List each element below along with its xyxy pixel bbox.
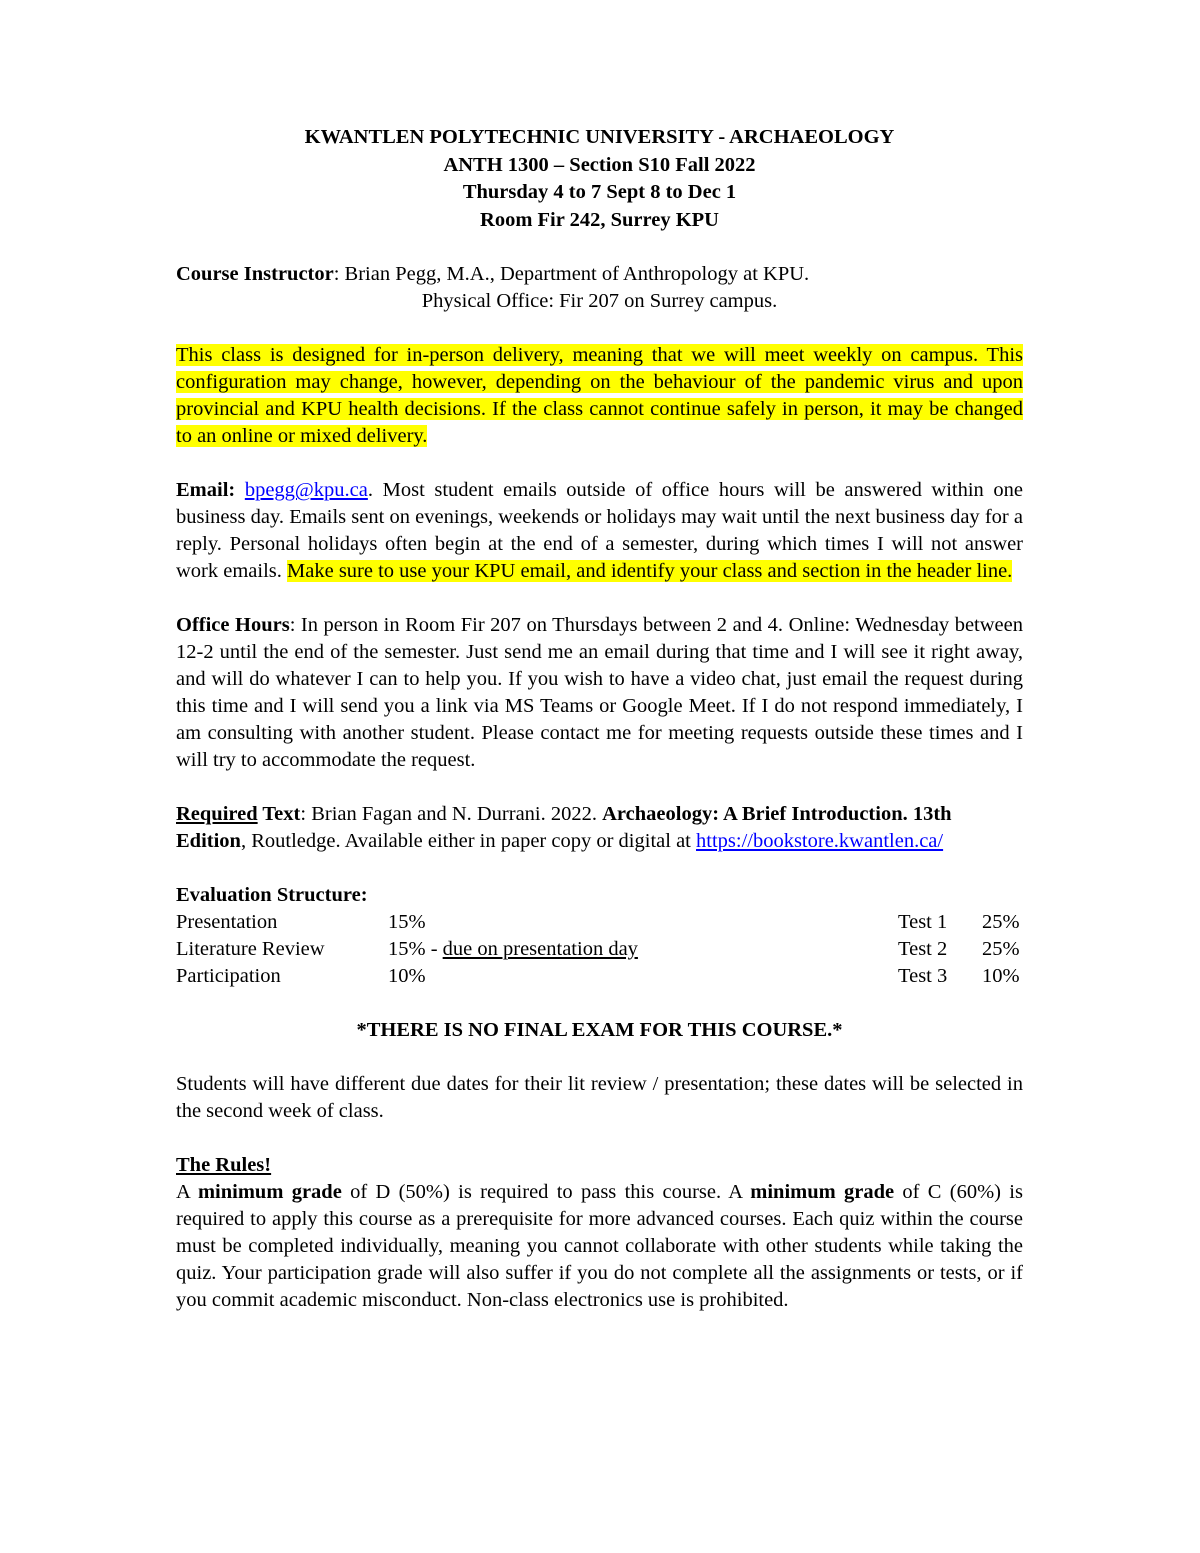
evaluation-heading bbox=[176, 882, 1023, 909]
rules-heading bbox=[176, 1152, 1023, 1179]
eval-test: Test 3 bbox=[898, 965, 948, 987]
evaluation-row bbox=[176, 963, 1023, 990]
eval-test-weight: 25% bbox=[982, 938, 1020, 960]
no-final-text: *THERE IS NO FINAL EXAM FOR THIS COURSE.* bbox=[356, 1019, 843, 1041]
required-text-publisher: , Routledge. Available either in paper copy or digital at bbox=[240, 830, 696, 852]
required-text-paragraph bbox=[176, 801, 1023, 855]
eval-weight bbox=[388, 936, 638, 963]
rules-text: of D (50%) is required to pass this course. A bbox=[341, 1181, 751, 1203]
eval-test: Test 2 bbox=[898, 938, 948, 960]
no-final-notice bbox=[176, 1017, 1023, 1044]
eval-note: due on presentation day bbox=[442, 938, 638, 960]
eval-weight bbox=[388, 909, 426, 936]
instructor-text: : Brian Pegg, M.A., Department of Anthropology at KPU. bbox=[333, 263, 810, 285]
required-text-label: Text bbox=[257, 803, 301, 825]
required-text-authors: : Brian Fagan and N. Durrani. 2022. bbox=[300, 803, 603, 825]
office-hours-text: : In person in Room Fir 207 on Thursdays between 2 and 4. Online: Wednesday between 12-2 until the end of the semester. Just send me an email during that time and I will see it right away, and will do whatever I can to help you. If you wish to have a video chat, just email the request during this time and I will send you a link via MS Teams or Google Meet. If I do not respond immediately, I am consulting with another student. Please contact me for meeting requests outside these times and I will try to accommodate the request. bbox=[176, 614, 1023, 771]
evaluation-heading-text: Evaluation Structure: bbox=[176, 884, 368, 906]
eval-item: Presentation bbox=[176, 911, 278, 933]
evaluation-table bbox=[176, 909, 1023, 990]
eval-test-weight: 25% bbox=[982, 911, 1020, 933]
header-room: Room Fir 242, Surrey KPU bbox=[480, 208, 719, 231]
email-text: . Most student emails outside of office hours will be answered within one business day. Emails sent on evenings, weekends or holidays may wait until the next business day for a reply. Personal holidays often begin at the end of a semester, during which times I will not answer work emails. bbox=[176, 479, 1024, 582]
page-content bbox=[176, 124, 1023, 1314]
eval-weight bbox=[388, 963, 426, 990]
evaluation-row bbox=[176, 936, 1023, 963]
due-dates-paragraph: Students will have different due dates for their lit review / presentation; these dates will be selected in the second week of class. bbox=[176, 1073, 1023, 1122]
rules-bold: minimum grade bbox=[197, 1181, 342, 1203]
instructor-office: Physical Office: Fir 207 on Surrey campus. bbox=[421, 290, 778, 312]
header-course: ANTH 1300 – Section S10 Fall 2022 bbox=[443, 153, 756, 176]
email-label: Email: bbox=[176, 479, 236, 501]
book-title: Archaeology: A Brief Introduction. 13th Edition bbox=[176, 803, 952, 852]
instructor-line bbox=[176, 261, 1023, 288]
header-university: KWANTLEN POLYTECHNIC UNIVERSITY - ARCHAEOLOGY bbox=[304, 126, 895, 148]
email-link[interactable]: bpegg@kpu.ca bbox=[244, 479, 368, 501]
bookstore-link[interactable]: https://bookstore.kwantlen.ca/ bbox=[696, 830, 944, 852]
office-hours-label: Office Hours bbox=[176, 614, 290, 636]
header-schedule: Thursday 4 to 7 Sept 8 to Dec 1 bbox=[462, 181, 737, 203]
rules-paragraph bbox=[176, 1179, 1023, 1314]
required-label: Required bbox=[176, 803, 258, 825]
eval-item: Literature Review bbox=[176, 938, 325, 960]
course-header bbox=[176, 124, 1023, 234]
rules-heading-text: The Rules! bbox=[176, 1154, 272, 1176]
rules-bold: minimum grade bbox=[750, 1181, 895, 1203]
instructor-label: Course Instructor bbox=[176, 263, 334, 285]
eval-weight-value: 10% bbox=[388, 965, 426, 987]
delivery-notice bbox=[176, 342, 1023, 450]
delivery-notice-text: This class is designed for in-person delivery, meaning that we will meet weekly on campus. This configuration may change, however, depending on the behaviour of the pandemic virus and upon provincial and KPU health decisions. If the class cannot continue safely in person, it may be changed to an online or mixed delivery. bbox=[176, 344, 1023, 447]
eval-item: Participation bbox=[176, 965, 281, 987]
eval-test: Test 1 bbox=[898, 911, 948, 933]
email-highlight: Make sure to use your KPU email, and identify your class and section in the header line. bbox=[287, 560, 1013, 582]
office-hours-paragraph bbox=[176, 612, 1023, 774]
email-paragraph bbox=[176, 477, 1023, 585]
eval-weight-value: 15% - bbox=[388, 938, 443, 960]
eval-test-weight: 10% bbox=[982, 965, 1020, 987]
rules-text: of C (60%) is required to apply this course as a prerequisite for more advanced courses. Each quiz within the course must be completed individually, meaning you cannot collaborate with other students while taking the quiz. Your participation grade will also suffer if you do not complete all the assignments or tests, or if you commit academic misconduct. Non-class electronics use is prohibited. bbox=[176, 1181, 1023, 1311]
evaluation-row bbox=[176, 909, 1023, 936]
eval-weight-value: 15% bbox=[388, 911, 426, 933]
rules-text: A bbox=[176, 1181, 198, 1203]
